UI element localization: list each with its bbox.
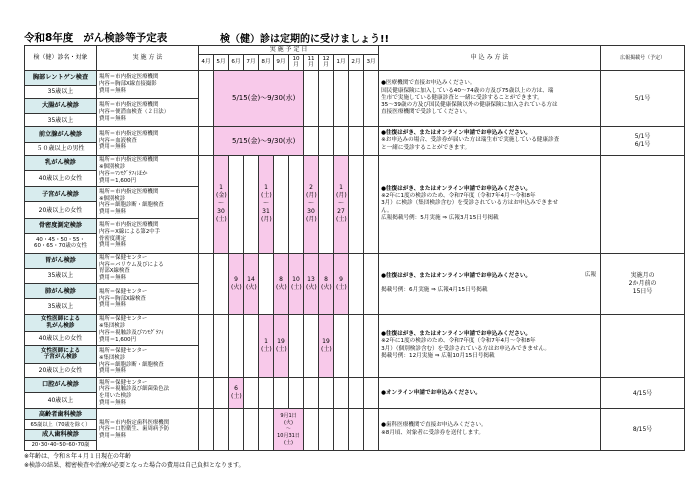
exam-name: 女性医師による 子宮がん検診: [25, 346, 97, 363]
date-sep: 8 (火): [274, 253, 289, 314]
exam-age: ５０歳以上の男性: [25, 142, 97, 155]
month-cell: [364, 155, 379, 253]
slogan: 検（健）診は定期的に受けましょう!!: [220, 34, 390, 45]
month-cell: [199, 155, 214, 253]
pub-cell: [601, 314, 685, 377]
date-oct: 10 (土): [289, 253, 304, 314]
period-cell: 9月1日 (火) ～ 10月31日 (土): [274, 409, 304, 451]
month-cell: [319, 155, 334, 253]
month-cell: [274, 377, 289, 409]
exam-name: 乳がん検診: [25, 155, 97, 170]
exam-age: 35歳以上: [25, 114, 97, 127]
month-cell: [259, 253, 274, 314]
month-cell: [349, 70, 364, 127]
schedule-table: [24, 45, 685, 451]
month-header: 4月: [199, 54, 214, 70]
month-cell: [349, 253, 364, 314]
date-jan: 9 (土): [334, 253, 349, 314]
month-cell: [199, 253, 214, 314]
month-cell: [274, 155, 289, 253]
exam-name: 前立腺がん検診: [25, 127, 97, 142]
apply-cell: ●オンライン申請でお申込みください。: [379, 377, 601, 409]
month-cell: [199, 127, 214, 155]
date-jul: 14 (火): [244, 253, 259, 314]
exam-name: 口腔がん検診: [25, 377, 97, 392]
date-aug: 1 (土): [259, 314, 274, 377]
apply-cell: ●往復はがき、またはオンライン申請でお申込みください。 ※2年に1度の検診のため、令和7年度（令和7年4月～令和8年 3月）（個別検診含む）を受診されている方はお申込みできません。 掲載号例：12月実施 ⇒ 広報10月15日号掲載: [379, 314, 601, 377]
exam-content: 場所＝保健センター 内容＝視触診及び細菌染色法 を用いた検診 費用＝無料: [97, 377, 199, 409]
exam-content: 場所＝保健センター ※集団検診 内容＝細胞診断・細胞検査 費用＝無料: [97, 346, 199, 378]
month-cell: [244, 377, 259, 409]
exam-content: 場所＝市内指定医療機関 ※個別検診 内容＝ﾏﾝﾓｸﾞﾗﾌｨほか 費用＝1,600円: [97, 155, 199, 187]
exam-age: 40歳以上: [25, 393, 97, 409]
date-sep: 19 (土): [274, 314, 289, 377]
exam-content: 場所＝保健センター 内容＝バリウム及びによる 胃部X線検査 費用＝無料: [97, 253, 199, 284]
month-cell: [334, 127, 349, 155]
month-cell: [244, 155, 259, 253]
date-nov: 13 (火): [304, 253, 319, 314]
exam-name: 胸部レントゲン検査: [25, 70, 97, 85]
pub-cell: 実施月の 2か月前の 15日号: [601, 253, 685, 314]
exam-content: 場所＝市内指定医療機関 ※個別検診 内容＝細胞診断・細胞検査 費用＝無料: [97, 187, 199, 219]
month-cell: [244, 409, 259, 451]
header-pubdate: 広報掲載号（予定）: [601, 46, 685, 71]
date-aug: 1 (土) ～ 31 (月): [259, 155, 274, 253]
exam-content: 場所＝市内指定医療機関 内容＝便潜血検査（２日法） 費用＝無料: [97, 98, 199, 126]
period-cell: 5/15(金)～9/30(水): [214, 70, 304, 127]
exam-name: 骨密度測定検診: [25, 218, 97, 233]
month-cell: [319, 377, 334, 409]
month-cell: [349, 155, 364, 253]
month-cell: [349, 127, 364, 155]
exam-name: 大腸がん検診: [25, 98, 97, 113]
month-cell: [199, 377, 214, 409]
month-cell: [259, 409, 274, 451]
month-cell: [364, 409, 379, 451]
page-title: [24, 30, 167, 45]
footnote: ※年齢は、令和８年４月１日現在の年齢: [24, 453, 132, 460]
month-header: 10月: [289, 54, 304, 70]
month-cell: [304, 409, 319, 451]
month-cell: [304, 377, 319, 409]
month-cell: [364, 314, 379, 377]
month-header: 2月: [349, 54, 364, 70]
month-cell: [289, 155, 304, 253]
month-cell: [304, 70, 319, 127]
month-header: 8月: [259, 54, 274, 70]
exam-name: 女性医師による 乳がん検診: [25, 314, 97, 331]
month-cell: [199, 70, 214, 127]
date-jun: 9 (火): [229, 253, 244, 314]
pub-cell: 5/1号: [601, 70, 685, 127]
month-header: 9月: [274, 54, 289, 70]
month-header: 6月: [229, 54, 244, 70]
header-dates: 実 施 予 定 日: [199, 46, 379, 55]
month-cell: [334, 70, 349, 127]
month-cell: [259, 377, 274, 409]
apply-cell: ●往復はがき、またはオンライン申請でお申込みください。 ※お申込みの場合、受診券が届いた方は瑞生市で実施している健康診査 と一緒に受診することができます。: [379, 127, 601, 155]
exam-name: 高齢者歯科検診: [25, 409, 97, 420]
exam-age: 65歳以上（70歳を除く）: [25, 420, 97, 430]
exam-name: 子宮がん検診: [25, 187, 97, 202]
month-header: 5月: [214, 54, 229, 70]
footnote: ※検診の結果、精密検査や治療が必要となった場合の費用は自己負担となります。: [24, 461, 245, 469]
header-apply: 申 込 み 方 法: [379, 46, 601, 71]
month-header: 12月: [319, 54, 334, 70]
month-cell: [364, 70, 379, 127]
month-cell: [214, 314, 229, 377]
apply-cell: ●医療機関で直接お申込みください。 国民健康保険に加入している40～74歳の方及び75歳以上の方は、瑞 生市で実施している健康診査と一緒に受診することができます。 35～39歳の方及び国民健康保険以外の健康保険に加入されている方は 直接医療機関で受診してください。: [379, 70, 601, 127]
exam-age: 35歳以上: [25, 268, 97, 283]
month-cell: [244, 314, 259, 377]
period-cell: 5/15(金)～9/30(水): [214, 127, 304, 155]
month-cell: [289, 314, 304, 377]
month-cell: [304, 127, 319, 155]
month-cell: [364, 253, 379, 314]
exam-age: 40・45・50・55・ 60・65・70歳の女性: [25, 234, 97, 254]
month-cell: [349, 377, 364, 409]
apply-side-label: 広報: [584, 271, 597, 278]
month-header: 11月: [304, 54, 319, 70]
exam-age: 20歳以上の女性: [25, 202, 97, 218]
title-year: 令和8年度: [24, 32, 74, 44]
exam-content: 場所＝市内指定医療機関 内容＝X線による第2中手 骨密度測定 費用＝無料: [97, 218, 199, 253]
month-cell: [349, 409, 364, 451]
month-cell: [334, 409, 349, 451]
date-may: 1 (金) ～ 30 (土): [214, 155, 229, 253]
month-cell: [229, 409, 244, 451]
apply-cell: ●往復はがき、またはオンライン申請でお申込みください。 広報 掲載号例：6月実施 ⇒ 広報4月15日号掲載: [379, 253, 601, 314]
exam-name: 成人歯科検診: [25, 430, 97, 441]
month-cell: [349, 314, 364, 377]
exam-content: 場所＝保健センター ※集団検診 内容＝視触診及びﾏﾝﾓｸﾞﾗﾌｨ 費用＝1,600円: [97, 314, 199, 346]
month-cell: [304, 314, 319, 377]
header-method: 実 施 方 法: [97, 46, 199, 71]
header-item: 検（健）診名・対象: [25, 46, 97, 71]
pub-cell: [601, 155, 685, 253]
month-cell: [199, 314, 214, 377]
month-cell: [334, 377, 349, 409]
month-cell: [319, 409, 334, 451]
apply-cell: ●歯科医療機関で直接お申込みください。 ※8月頃、対象者に受診券を送付します。: [379, 409, 601, 451]
month-header: 7月: [244, 54, 259, 70]
exam-content: 場所＝保健センター 内容＝胸部X線検査 費用＝無料: [97, 284, 199, 315]
exam-content: 場所＝市内指定医療機関 内容＝胸部X線直接撮影 費用＝無料: [97, 70, 199, 98]
month-cell: [364, 127, 379, 155]
month-cell: [289, 377, 304, 409]
month-cell: [229, 155, 244, 253]
exam-content: 場所＝市内指定医療機関 内容＝血液検査 費用＝無料: [97, 127, 199, 155]
footnotes: [24, 453, 245, 470]
exam-age: 35歳以上: [25, 299, 97, 314]
month-cell: [364, 377, 379, 409]
date-jun: 6 (土): [229, 377, 244, 409]
exam-age: 35歳以上: [25, 85, 97, 98]
month-cell: [229, 314, 244, 377]
month-header: 3月: [364, 54, 379, 70]
month-cell: [199, 409, 214, 451]
apply-cell: ●往復はがき、またはオンライン申請でお申込みください。 ※2年に1度の検診のため、令和7年度（令和7年4月～令和8年 3月）に検診（集団検診含む）を受診されている方はお申込みできませ ん。 広報掲載号例：5月実施 ⇒ 広報3月15日号掲載: [379, 155, 601, 253]
exam-age: 20･30･40･50･60･70歳: [25, 441, 97, 451]
exam-name: 肺がん検診: [25, 284, 97, 299]
exam-name: 胃がん検診: [25, 253, 97, 268]
month-header: 1月: [334, 54, 349, 70]
pub-cell: 4/15号: [601, 377, 685, 409]
date-jan: 1 (月) ～ 27 (土): [334, 155, 349, 253]
month-cell: [214, 253, 229, 314]
month-cell: [319, 70, 334, 127]
month-cell: [334, 314, 349, 377]
exam-content: 場所＝市内指定歯科医療機関 内容＝口腔衛生、歯周病予防 費用＝無料: [97, 409, 199, 451]
exam-age: 20歳以上の女性: [25, 363, 97, 377]
pub-cell: 5/1号 6/1号: [601, 127, 685, 155]
pub-cell: 8/15号: [601, 409, 685, 451]
date-dec: 19 (土): [319, 314, 334, 377]
date-dec: 8 (火): [319, 253, 334, 314]
month-cell: [214, 377, 229, 409]
exam-age: 40歳以上の女性: [25, 332, 97, 346]
month-cell: [319, 127, 334, 155]
date-nov: 2 (月) ～ 30 (月): [304, 155, 319, 253]
title-subject: がん検診等予定表: [83, 32, 168, 44]
exam-age: 40歳以上の女性: [25, 170, 97, 186]
month-cell: [214, 409, 229, 451]
